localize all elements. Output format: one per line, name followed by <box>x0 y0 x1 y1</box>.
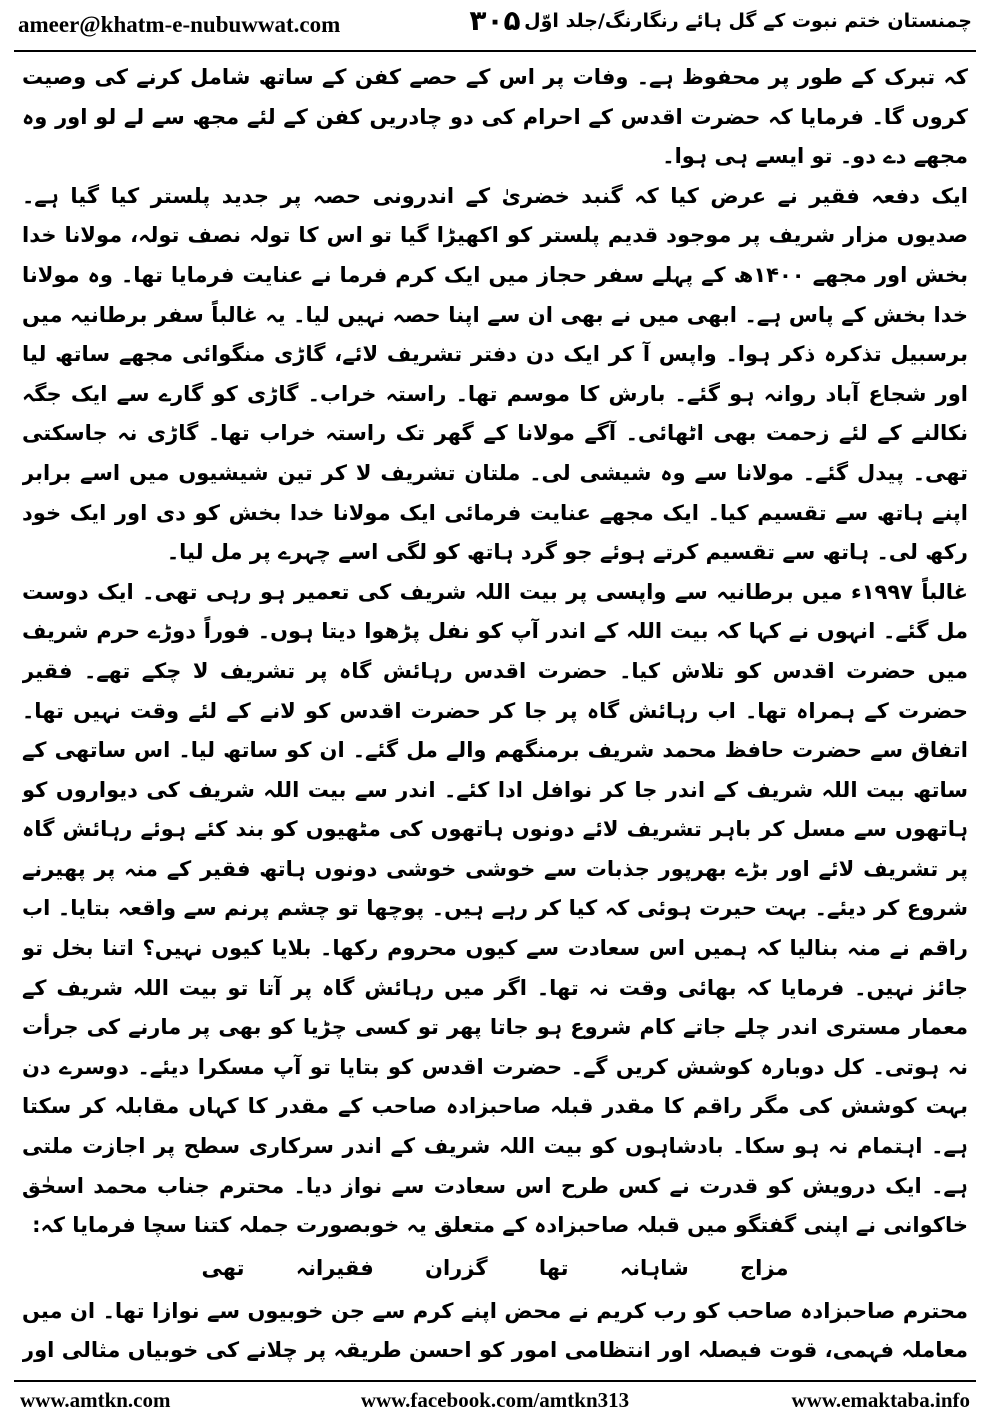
page-footer <box>14 1386 976 1416</box>
book-title: چمنستان ختم نبوت کے گل ہائے رنگارنگ/جلد اوّل <box>524 10 972 32</box>
paragraph-2: ایک دفعہ فقیر نے عرض کیا کہ گنبد خضریٰ کے اندرونی حصہ پر جدید پلستر کیا گیا ہے۔ صدیوں مزار شریف پر موجود قدیم پلستر کو اکھیڑا گیا تو اس کا تولہ نصف تولہ، مولانا خدا بخش اور مجھے ۱۴۰۰ھ کے پہلے سفر حجاز میں ایک کرم فرما نے عنایت فرمایا تھا۔ وہ مولانا خدا بخش کے پاس ہے۔ ابھی میں نے بھی ان سے اپنا حصہ نہیں لیا۔ یہ غالباً سفر برطانیہ میں برسبیل تذکرہ ذکر ہوا۔ واپس آ کر ایک دن دفتر تشریف لائے، گاڑی منگوائی مجھے ساتھ لیا اور شجاع آباد روانہ ہو گئے۔ بارش کا موسم تھا۔ راستہ خراب۔ گاڑی کو گارے سے ایک جگہ نکالنے کے لئے زحمت بھی اٹھائی۔ آگے مولانا کے گھر تک راستہ خراب تھا۔ گاڑی نہ جاسکتی تھی۔ پیدل گئے۔ مولانا سے وہ شیشی لی۔ ملتان تشریف لا کر تین شیشیوں میں اسے برابر اپنے ہاتھ سے تقسیم کیا۔ ایک مجھے عنایت فرمائی ایک مولانا خدا بخش کو دی اور ایک خود رکھ لی۔ ہاتھ سے تقسیم کرتے ہوئے جو گرد ہاتھ کو لگی اسے چہرے پر مل لیا۔ <box>22 183 968 565</box>
verse-word: فقیرانہ <box>295 1255 374 1280</box>
footer-divider <box>14 1380 976 1382</box>
header-divider <box>14 50 976 52</box>
verse-word: گزران <box>425 1255 488 1280</box>
page-header <box>14 2 976 48</box>
header-email: ameer@khatm-e-nubuwwat.com <box>18 12 341 37</box>
verse-line <box>22 1248 968 1288</box>
page-number: ۳۰۵ <box>469 4 521 37</box>
page-body <box>22 58 968 1374</box>
paragraph-4: محترم صاحبزادہ صاحب کو رب کریم نے محض اپنے کرم سے جن خوبیوں سے نوازا تھا۔ ان میں معاملہ فہمی، قوت فیصلہ اور انتظامی امور کو احسن طریقہ پر چلانے کی خوبیاں مثالی اور <box>22 1298 968 1363</box>
verse-word: مزاج <box>740 1255 789 1280</box>
verse-word: تھا <box>538 1255 569 1280</box>
verse-word: شاہانہ <box>619 1255 689 1280</box>
footer-link-emaktaba[interactable]: www.emaktaba.info <box>791 1388 970 1412</box>
paragraph-1: کہ تبرک کے طور پر محفوظ ہے۔ وفات پر اس کے حصے کفن کے ساتھ شامل کرنے کی وصیت کروں گا۔ فرمایا کہ حضرت اقدس کے احرام کی دو چادریں کفن کے لئے مجھ سے لے لو اور وہ مجھے دے دو۔ تو ایسے ہی ہوا۔ <box>22 65 968 169</box>
verse-word: تھی <box>201 1255 245 1280</box>
footer-link-facebook[interactable]: www.facebook.com/amtkn313 <box>360 1388 630 1412</box>
paragraph-3: غالباً ۱۹۹۷ء میں برطانیہ سے واپسی پر بیت اللہ شریف کی تعمیر ہو رہی تھی۔ ایک دوست مل گئے۔ انہوں نے کہا کہ بیت اللہ کے اندر آپ کو نفل پڑھوا دیتا ہوں۔ فوراً دوڑے حرم شریف میں حضرت اقدس کو تلاش کیا۔ حضرت اقدس رہائش گاہ پر تشریف لا چکے تھے۔ فقیر حضرت کے ہمراہ تھا۔ اب رہائش گاہ پر جا کر حضرت اقدس کو لانے کے لئے وقت نہیں تھا۔ اتفاق سے حضرت حافظ محمد شریف برمنگھم والے مل گئے۔ ان کو ساتھ لیا۔ اس ساتھی کے ساتھ بیت اللہ شریف کے اندر جا کر نوافل ادا کئے۔ اندر سے بیت اللہ شریف کی دیواروں کو ہاتھوں سے مسل کر باہر تشریف لائے دونوں ہاتھوں کی مٹھیوں کو بند کئے ہوئے رہائش گاہ پر تشریف لائے اور بڑے بھرپور جذبات سے خوشی خوشی دونوں ہاتھ فقیر کے منہ پر پھیرنے شروع کر دیئے۔ بہت حیرت ہوئی کہ کیا کر رہے ہیں۔ پوچھا تو چشم پرنم سے واقعہ بتایا۔ اب راقم نے منہ بنالیا کہ ہمیں اس سعادت سے کیوں محروم رکھا۔ بلایا کیوں نہیں؟ اتنا بخل تو جائز نہیں۔ فرمایا کہ بھائی وقت نہ تھا۔ اگر میں رہائش گاہ پر آتا تو بیت اللہ شریف کے معمار مستری اندر چلے جاتے کام شروع ہو جاتا پھر تو کسی چڑیا کو بھی پر مارنے کی جرأت نہ ہوتی۔ کل دوبارہ کوشش کریں گے۔ حضرت اقدس کو بتایا تو آپ مسکرا دیئے۔ دوسرے دن بہت کوشش کی مگر راقم کا مقدر قبلہ صاحبزادہ صاحب کے مقدر کا کہاں مقابلہ کر سکتا ہے۔ اہتمام نہ ہو سکا۔ بادشاہوں کو بیت اللہ شریف کے اندر سرکاری سطح پر اجازت ملتی ہے۔ ایک درویش کو قدرت نے کس طرح اس سعادت سے نواز دیا۔ محترم جناب محمد اسحٰق خاکوانی نے اپنی گفتگو میں قبلہ صاحبزادہ کے متعلق یہ خوبصورت جملہ کتنا سچا فرمایا کہ: <box>22 579 968 1238</box>
footer-link-amtkn[interactable]: www.amtkn.com <box>20 1388 171 1412</box>
